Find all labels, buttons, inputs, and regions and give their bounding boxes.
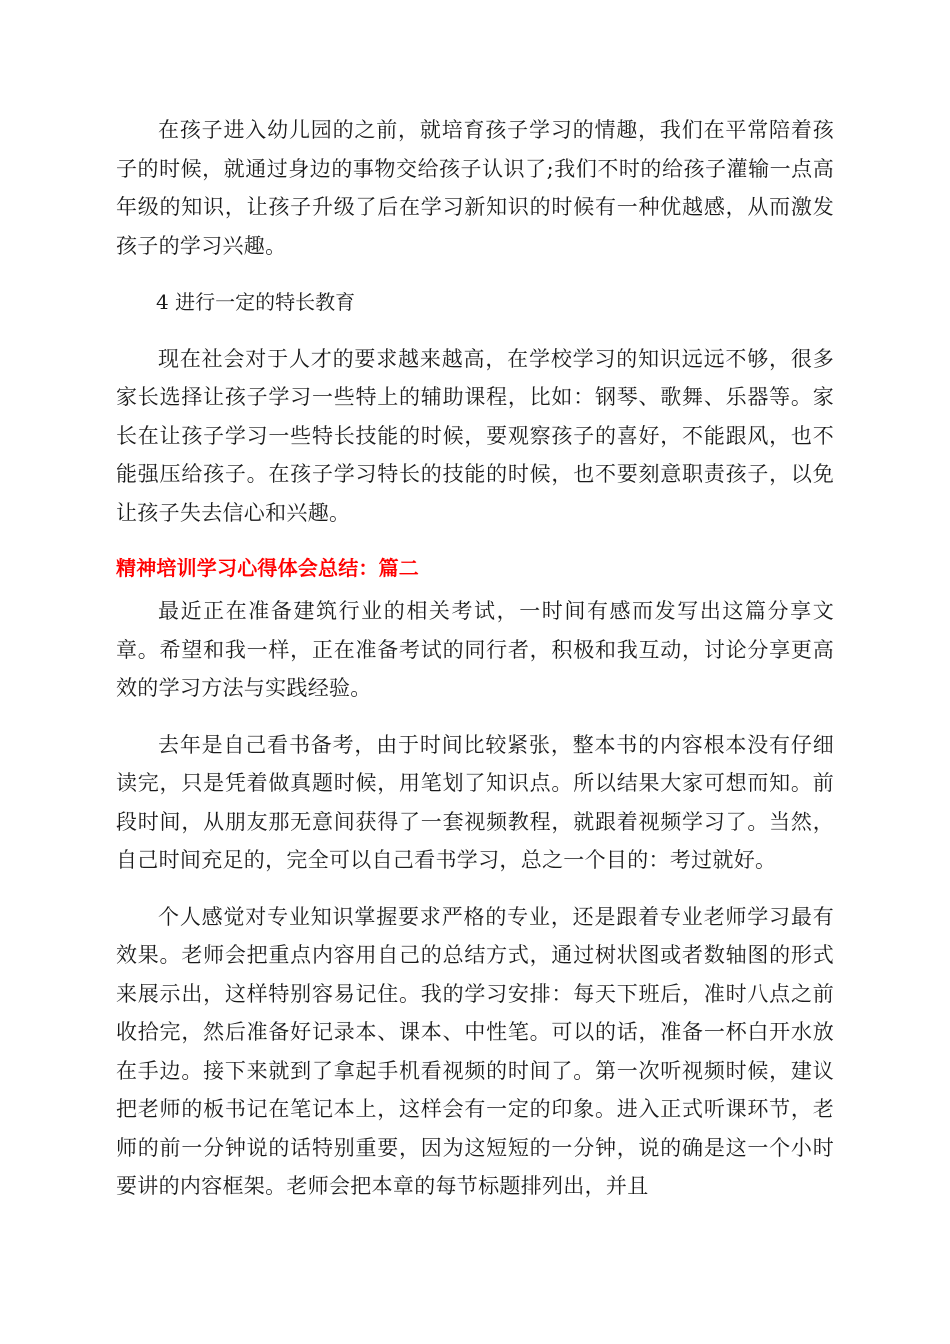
section-heading: 精神培训学习心得体会总结：篇二 bbox=[116, 556, 419, 580]
paragraph: 去年是自己看书备考，由于时间比较紧张，整本书的内容根本没有仔细读完，只是凭着做真题时候，用笔划了知识点。所以结果大家可想而知。前段时间，从朋友那无意间获得了一套视频教程，就跟着视频学习了。当然，自己时间充足的，完全可以自己看书学习，总之一个目的：考过就好。 bbox=[116, 732, 834, 872]
paragraph: 个人感觉对专业知识掌握要求严格的专业，还是跟着专业老师学习最有效果。老师会把重点内容用自己的总结方式，通过树状图或者数轴图的形式来展示出，这样特别容易记住。我的学习安排：每天下班后，准时八点之前收拾完，然后准备好记录本、课本、中性笔。可以的话，准备一杯白开水放在手边。接下来就到了拿起手机看视频的时间了。第一次听视频时候，建议把老师的板书记在笔记本上，这样会有一定的印象。进入正式听课环节，老师的前一分钟说的话特别重要，因为这短短的一分钟，说的确是这一个小时要讲的内容框架。老师会把本章的每节标题排列出，并且 bbox=[116, 904, 834, 1198]
paragraph: 最近正在准备建筑行业的相关考试，一时间有感而发写出这篇分享文章。希望和我一样，正在准备考试的同行者，积极和我互动，讨论分享更高效的学习方法与实践经验。 bbox=[116, 599, 834, 700]
document-body bbox=[116, 111, 834, 1224]
paragraph: 现在社会对于人才的要求越来越高，在学校学习的知识远远不够，很多家长选择让孩子学习一些特上的辅助课程，比如：钢琴、歌舞、乐器等。家长在让孩子学习一些特长技能的时候，要观察孩子的喜好，不能跟风，也不能强压给孩子。在孩子学习特长的技能的时候，也不要刻意职责孩子，以免让孩子失去信心和兴趣。 bbox=[116, 346, 834, 525]
paragraph: 在孩子进入幼儿园的之前，就培育孩子学习的情趣，我们在平常陪着孩子的时候，就通过身边的事物交给孩子认识了;我们不时的给孩子灌输一点高年级的知识，让孩子升级了后在学习新知识的时候有一种优越感，从而激发孩子的学习兴趣。 bbox=[116, 118, 834, 258]
subheading: 4 进行一定的特长教育 bbox=[156, 290, 356, 314]
